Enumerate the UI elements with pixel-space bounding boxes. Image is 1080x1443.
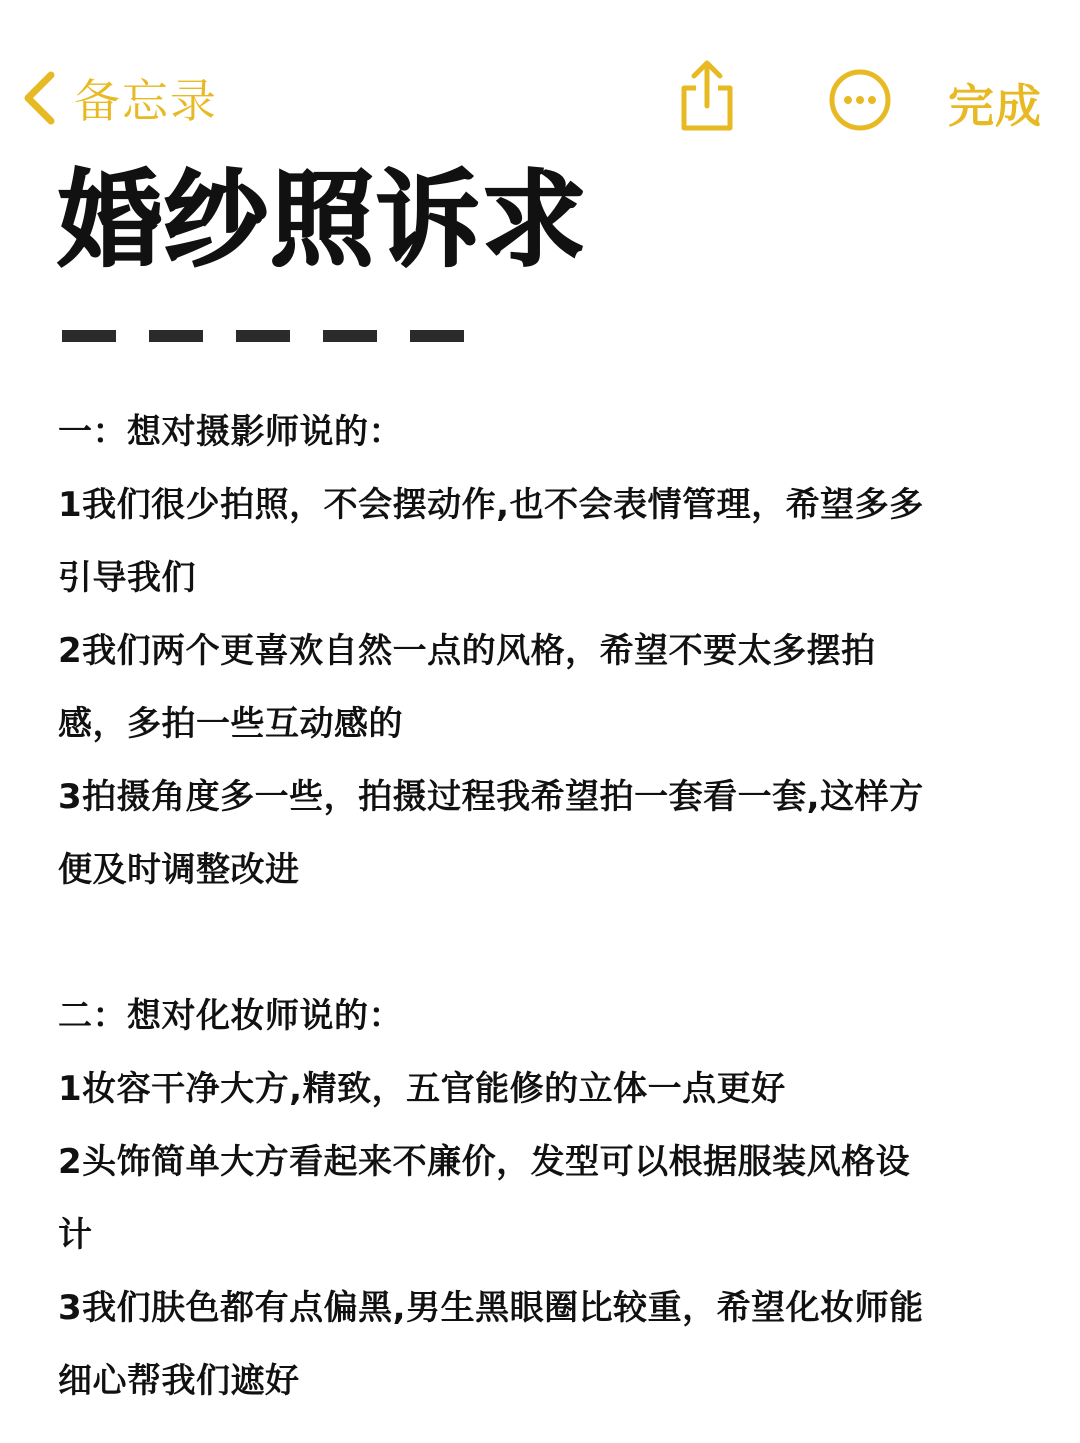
back-button[interactable] [22, 68, 218, 128]
divider-dash [323, 330, 377, 342]
note-line: 1我们很少拍照，不会摆动作,也不会表情管理，希望多多 [58, 485, 924, 525]
note-line: 3我们肤色都有点偏黑,男生黑眼圈比较重，希望化妆师能 [58, 1288, 924, 1328]
navigation-bar [0, 50, 1080, 150]
note-line: 3拍摄角度多一些，拍摄过程我希望拍一套看一套,这样方 [58, 777, 924, 817]
note-line: 细心帮我们遮好 [58, 1361, 300, 1401]
dashed-divider [62, 330, 497, 342]
back-label: 备忘录 [74, 74, 218, 128]
note-line: 2我们两个更喜欢自然一点的风格，希望不要太多摆拍 [58, 631, 876, 671]
note-line: 感，多拍一些互动感的 [58, 704, 403, 744]
note-title: 婚纱照诉求 [58, 159, 589, 281]
divider-dash [149, 330, 203, 342]
divider-dash [62, 330, 116, 342]
note-line: 便及时调整改进 [58, 850, 300, 890]
section-heading: 一：想对摄影师说的： [58, 412, 403, 452]
section-heading: 二：想对化妆师说的： [58, 996, 403, 1036]
note-body[interactable] [58, 396, 1018, 1418]
share-icon [676, 119, 738, 138]
more-icon [828, 117, 892, 136]
note-line: 1妆容干净大方,精致，五官能修的立体一点更好 [58, 1069, 786, 1109]
divider-dash [410, 330, 464, 342]
note-line: 计 [58, 1215, 93, 1255]
more-button[interactable] [828, 68, 892, 136]
chevron-left-icon [22, 71, 56, 125]
note-line: 引导我们 [58, 558, 196, 598]
divider-dash [236, 330, 290, 342]
share-button[interactable] [676, 58, 738, 138]
note-line: 2头饰简单大方看起来不廉价，发型可以根据服装风格设 [58, 1142, 911, 1182]
blank-line [58, 907, 1018, 980]
done-button[interactable]: 完成 [948, 79, 1042, 133]
